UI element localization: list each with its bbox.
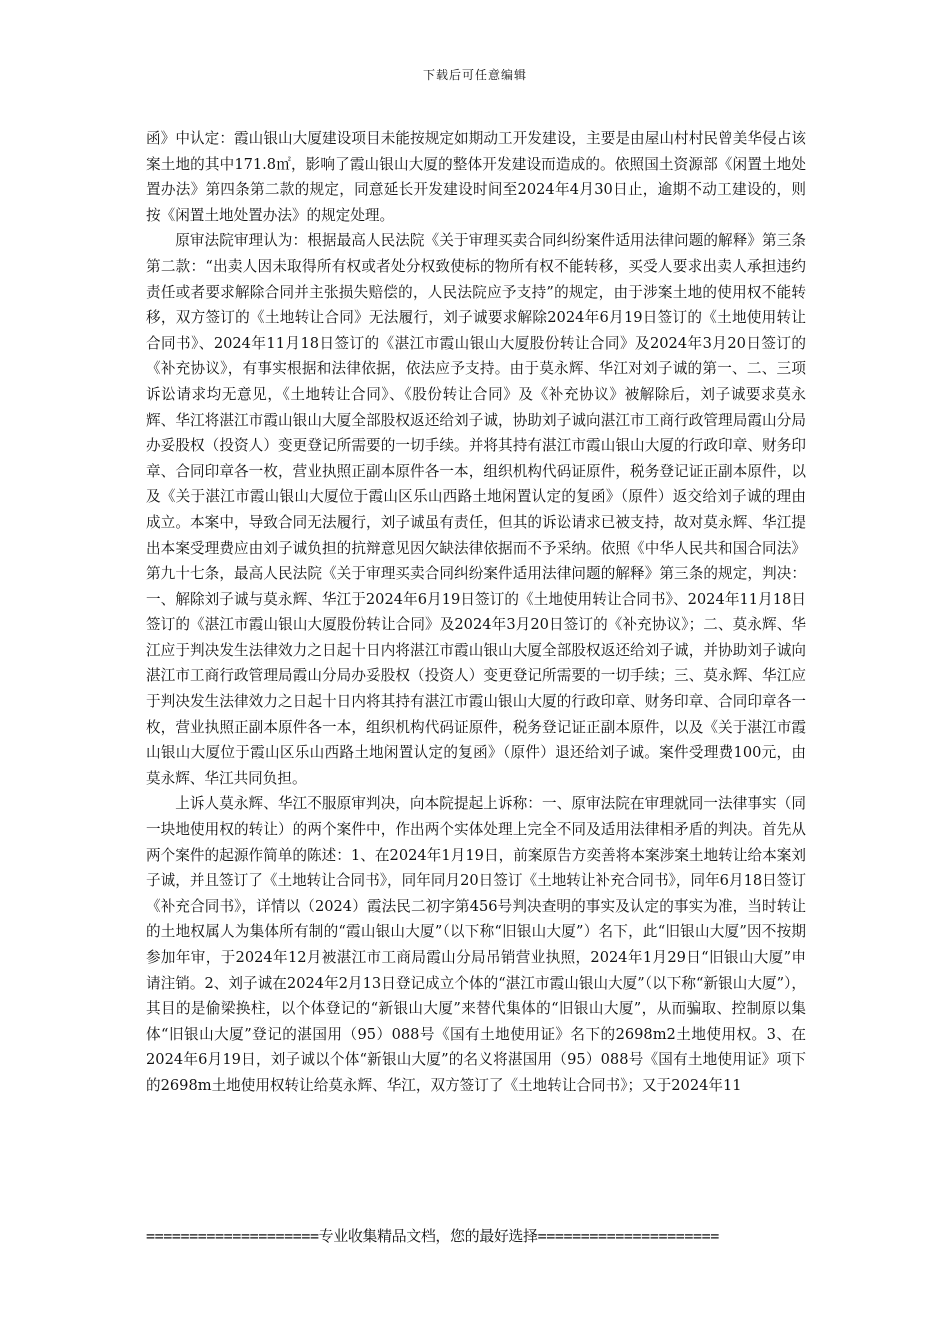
paragraph-original-trial-opinion: 原审法院审理认为：根据最高人民法院《关于审理买卖合同纠纷案件适用法律问题的解释》第三条第二款：“出卖人因未取得所有权或者处分权致使标的物所有权不能转移，买受人要求出卖人承担违约责任或者要求解除合同并主张损失赔偿的，人民法院应予支持”的规定，由于涉案土地的使用权不能转移，双方签订的《土地转让合同》无法履行，刘子诚要求解除2024年6月19日签订的《土地使用转让合同书》、2024年11月18日签订的《湛江市霞山银山大厦股份转让合同》及2024年3月20日签订的《补充协议》，有事实根据和法律依据，依法应予支持。由于莫永辉、华江对刘子诚的第一、二、三项诉讼请求均无意见，《土地转让合同》、《股份转让合同》及《补充协议》被解除后，刘子诚要求莫永辉、华江将湛江市霞山银山大厦全部股权返还给刘子诚，协助刘子诚向湛江市工商行政管理局霞山分局办妥股权（投资人）变更登记所需要的一切手续。并将其持有湛江市霞山银山大厦的行政印章、财务印章、合同印章各一枚，营业执照正副本原件各一本，组织机构代码证原件，税务登记证正副本原件，以及《关于湛江市霞山银山大厦位于霞山区乐山西路土地闲置认定的复函》（原件）返交给刘子诚的理由成立。本案中，导致合同无法履行，刘子诚虽有责任，但其的诉讼请求已被支持，故对莫永辉、华江提出本案受理费应由刘子诚负担的抗辩意见因欠缺法律依据而不予采纳。依照《中华人民共和国合同法》第九十七条，最高人民法院《关于审理买卖合同纠纷案件适用法律问题的解释》第三条的规定，判决：一、解除刘子诚与莫永辉、华江于2024年6月19日签订的《土地使用转让合同书》、2024年11月18日签订的《湛江市霞山银山大厦股份转让合同》及2024年3月20日签订的《补充协议》；二、莫永辉、华江应于判决发生法律效力之日起十日内将湛江市霞山银山大厦全部股权返还给刘子诚，并协助刘子诚向湛江市工商行政管理局霞山分局办妥股权（投资人）变更登记所需要的一切手续；三、莫永辉、华江应于判决发生法律效力之日起十日内将其持有湛江市霞山银山大厦的行政印章、财务印章、合同印章各一枚，营业执照正副本原件各一本，组织机构代码证原件，税务登记证正副本原件，以及《关于湛江市霞山银山大厦位于霞山区乐山西路土地闲置认定的复函》（原件）退还给刘子诚。案件受理费100元，由莫永辉、华江共同负担。 [146,232,806,787]
document-body [146,126,806,1099]
paragraph-appeal-claims: 上诉人莫永辉、华江不服原审判决，向本院提起上诉称：一、原审法院在审理就同一法律事实（同一块地使用权的转让）的两个案件中，作出两个实体处理上完全不同及适用法律相矛盾的判决。首先从两个案件的起源作简单的陈述：1、在2024年1月19日，前案原告方奕善将本案涉案土地转让给本案刘子诚，并且签订了《土地转让合同书》，同年同月20日签订《土地转让补充合同书》，同年6月18日签订《补充合同书》，详情以（2024）霞法民二初字第456号判决查明的事实及认定的事实为准，当时转让的土地权属人为集体所有制的“霞山银山大厦”（以下称“旧银山大厦”）名下，此“旧银山大厦”因不按期参加年审，于2024年12月被湛江市工商局霞山分局吊销营业执照，2024年1月29日“旧银山大厦”申请注销。2、刘子诚在2024年2月13日登记成立个体的“湛江市霞山银山大厦”（以下称“新银山大厦”），其目的是偷梁换柱，以个体登记的“新银山大厦”来替代集体的“旧银山大厦”，从而骗取、控制原以集体“旧银山大厦”登记的湛国用（95）088号《国有土地使用证》名下的2698m2土地使用权。3、在2024年6月19日，刘子诚以个体“新银山大厦”的名义将湛国用（95）088号《国有土地使用证》项下的2698m土地使用权转让给莫永辉、华江，双方签订了《土地转让合同书》；又于2024年11 [146,795,806,1094]
page-footer: ====================专业收集精品文档，您的最好选择===================== [146,1227,719,1245]
page-header: 下载后可任意编辑 [422,68,527,82]
paragraph-continued: 函》中认定：霞山银山大厦建设项目未能按规定如期动工开发建设，主要是由屋山村村民曾美华侵占该案土地的其中171.8㎡，影响了霞山银山大厦的整体开发建设而造成的。依照国土资源部《闲置土地处置办法》第四条第二款的规定，同意延长开发建设时间至2024年4月30日止，逾期不动工建设的，则按《闲置土地处置办法》的规定处理。 [146,130,806,224]
